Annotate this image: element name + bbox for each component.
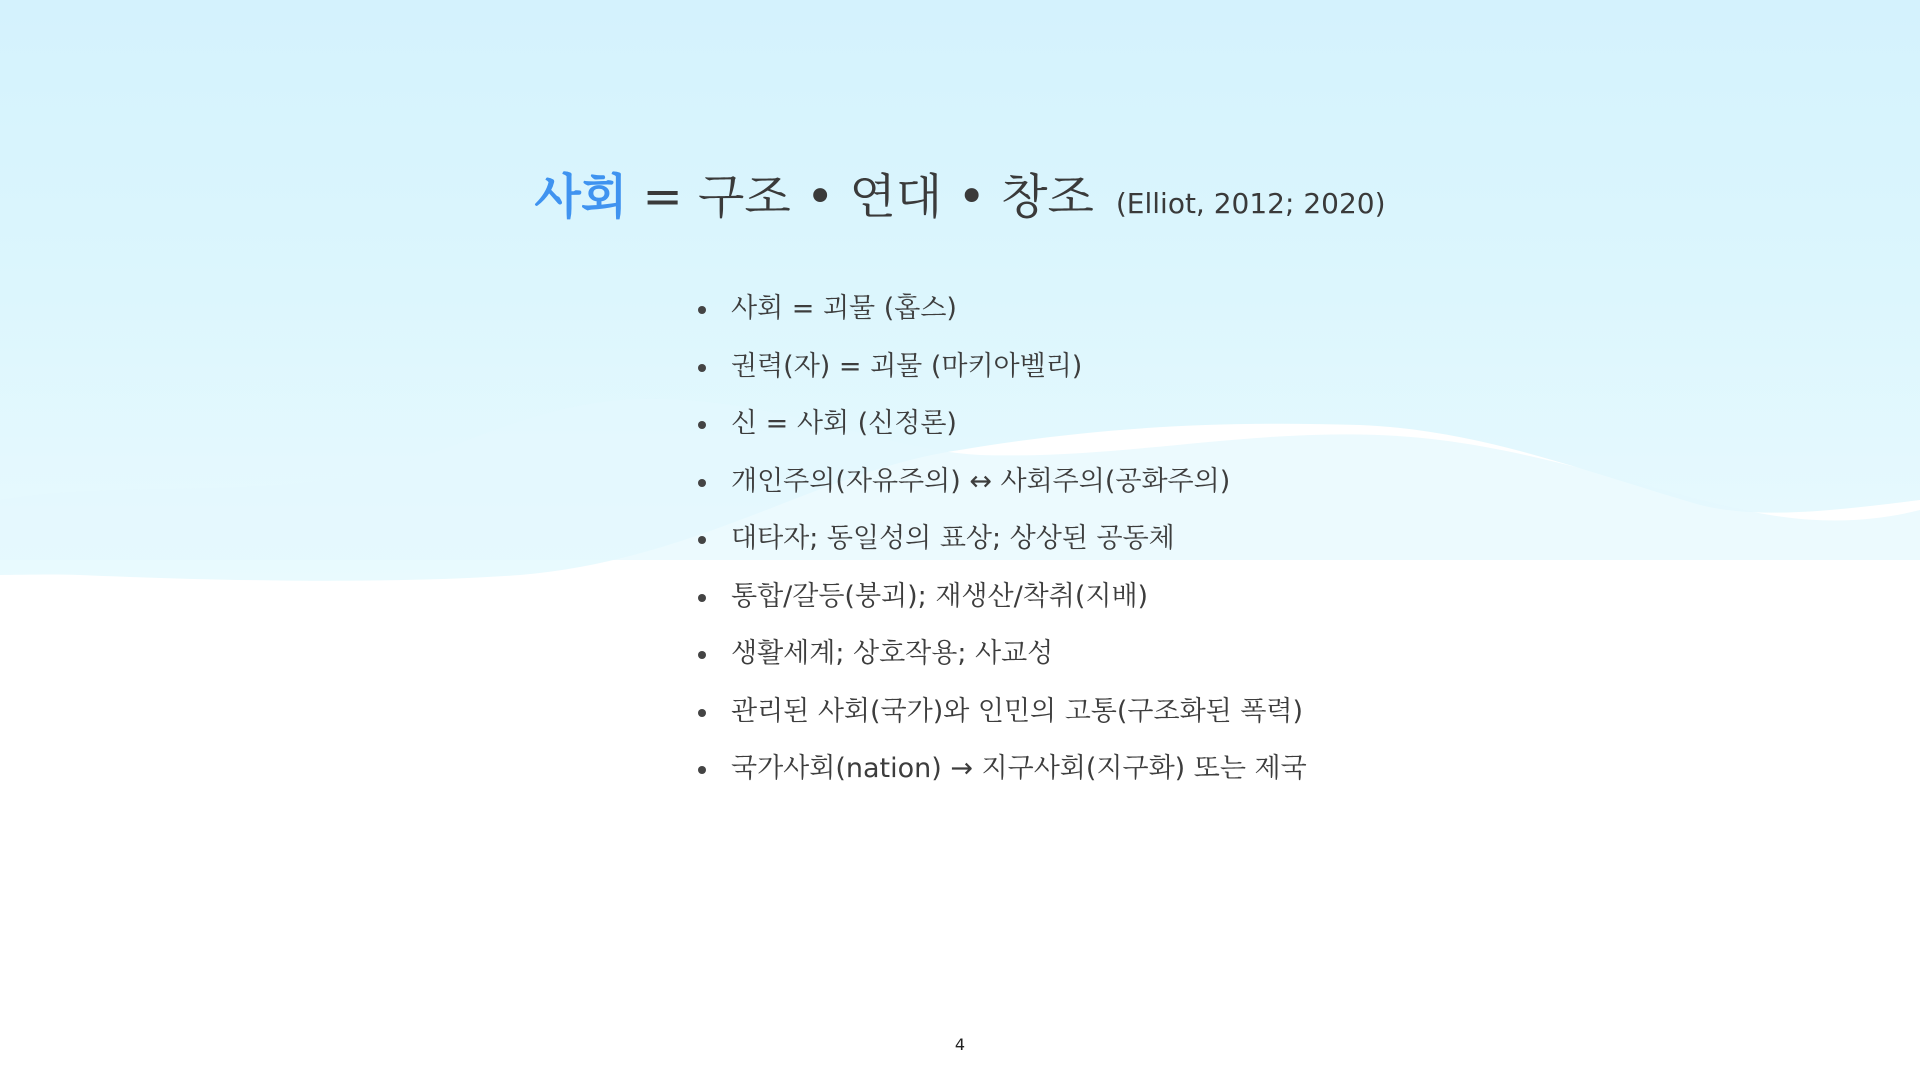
bullet-item — [693, 745, 1307, 803]
bullet-dot-icon — [698, 364, 706, 372]
bullet-text: 대타자; 동일성의 표상; 상상된 공동체 — [731, 523, 1175, 554]
bullet-text: 생활세계; 상호작용; 사교성 — [731, 638, 1054, 669]
bullet-text: 신 = 사회 (신정론) — [731, 408, 957, 439]
bullet-dot-icon — [698, 421, 706, 429]
bullet-text: 권력(자) = 괴물 (마키아벨리) — [731, 350, 1083, 382]
bullet-dot-icon — [698, 709, 706, 717]
page-number: 4 — [954, 1035, 966, 1054]
bullet-dot-icon — [698, 536, 706, 544]
bullet-dot-icon — [698, 766, 706, 774]
bullet-text: 통합/갈등(붕괴); 재생산/착취(지배) — [731, 580, 1149, 612]
bullet-list — [693, 285, 1307, 803]
title-main: = 구조 • 연대 • 창조 — [627, 169, 1094, 225]
title-citation: (Elliot, 2012; 2020) — [1115, 187, 1386, 220]
bullet-text: 관리된 사회(국가)와 인민의 고통(구조화된 폭력) — [731, 695, 1304, 727]
bullet-item — [693, 630, 1307, 688]
bullet-item — [693, 285, 1307, 343]
bullet-dot-icon — [698, 594, 706, 602]
title-accent: 사회 — [534, 169, 628, 225]
bullet-text: 사회 = 괴물 (홉스) — [731, 293, 957, 324]
bullet-item — [693, 688, 1307, 746]
bullet-text: 국가사회(nation) → 지구사회(지구화) 또는 제국 — [731, 753, 1307, 784]
bullet-item — [693, 458, 1307, 516]
slide-title — [0, 158, 1920, 227]
bullet-dot-icon — [698, 479, 706, 487]
bullet-text: 개인주의(자유주의) ↔ 사회주의(공화주의) — [731, 465, 1231, 497]
bullet-dot-icon — [698, 306, 706, 314]
bullet-item — [693, 343, 1307, 401]
bullet-item — [693, 515, 1307, 573]
bullet-dot-icon — [698, 651, 706, 659]
bullet-item — [693, 573, 1307, 631]
bullet-item — [693, 400, 1307, 458]
